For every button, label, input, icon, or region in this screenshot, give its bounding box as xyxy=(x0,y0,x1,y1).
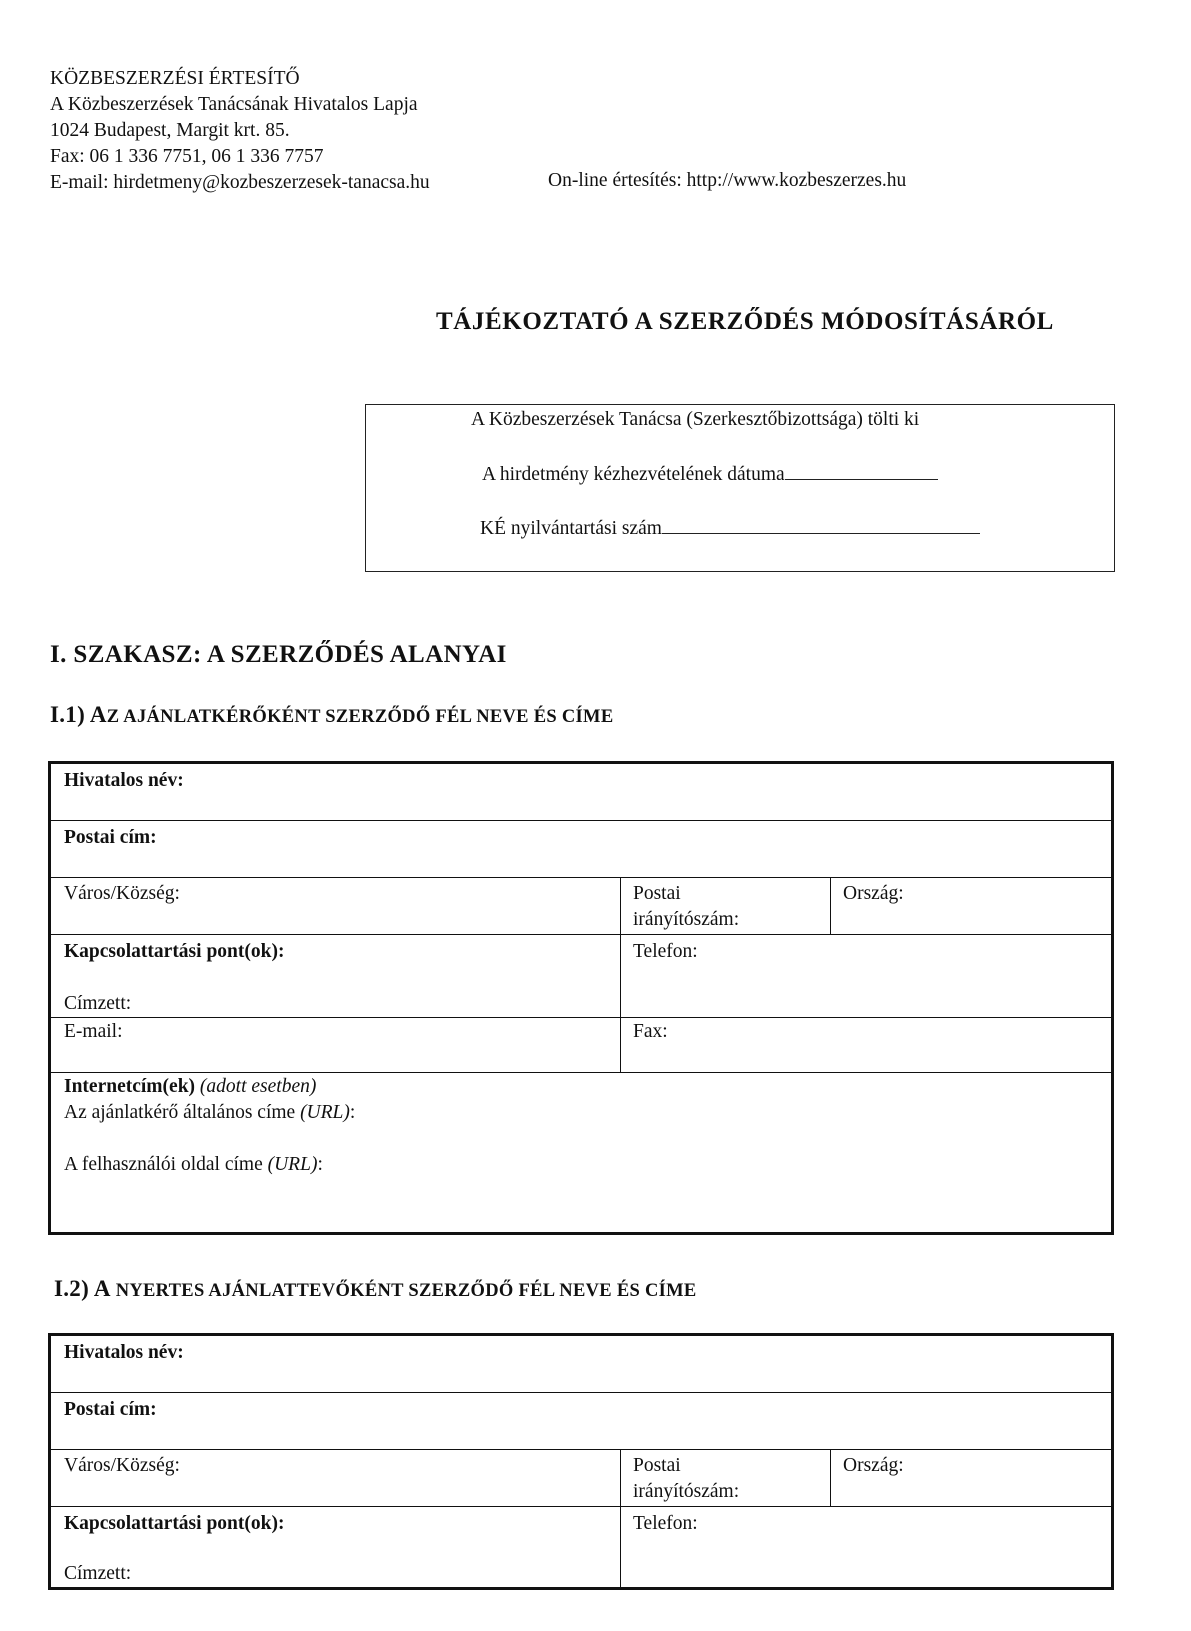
attention-label: Címzett: xyxy=(64,1563,132,1584)
internet-note: (adott esetben) xyxy=(199,1076,317,1097)
buyer-url-colon: : xyxy=(317,1154,323,1175)
postal-code-label-2: irányítószám: xyxy=(633,909,740,930)
fax-label: Fax: xyxy=(633,1021,668,1042)
city-cell[interactable] xyxy=(51,878,620,934)
official-name-row[interactable] xyxy=(51,1336,1111,1393)
city-row xyxy=(51,878,1111,935)
city-label: Város/Község: xyxy=(64,1455,180,1476)
internet-row[interactable] xyxy=(51,1073,1111,1232)
email-label: E-mail: xyxy=(64,1021,123,1042)
postal-code-label-1: Postai xyxy=(633,883,681,904)
country-cell[interactable] xyxy=(830,878,1111,934)
publisher-name: KÖZBESZERZÉSI ÉRTESÍTŐ xyxy=(50,68,300,89)
subsection-1-2-number: I.2) A xyxy=(54,1276,111,1301)
registration-number-label: KÉ nyilvántartási szám xyxy=(480,518,662,539)
received-date-label: A hirdetmény kézhezvételének dátuma xyxy=(482,464,785,485)
publisher-subtitle: A Közbeszerzések Tanácsának Hivatalos Lapja xyxy=(50,94,418,115)
city-label: Város/Község: xyxy=(64,883,180,904)
registration-number-blank[interactable] xyxy=(662,515,980,534)
contact-row xyxy=(51,1507,1111,1587)
buyer-url-line xyxy=(64,1153,323,1177)
general-url-line xyxy=(64,1101,355,1125)
general-url-label: Az ajánlatkérő általános címe xyxy=(64,1102,301,1123)
internet-heading xyxy=(64,1075,316,1099)
winning-tenderer-form xyxy=(48,1333,1114,1590)
received-date-line xyxy=(482,461,938,486)
office-use-heading: A Közbeszerzések Tanácsa (Szerkesztőbizottsága) tölti ki xyxy=(471,409,920,430)
contact-label: Kapcsolattartási pont(ok): xyxy=(64,941,285,962)
office-use-box xyxy=(365,404,1115,572)
phone-label: Telefon: xyxy=(633,941,698,962)
subsection-1-1-title xyxy=(50,702,613,728)
document-title: TÁJÉKOZTATÓ A SZERZŐDÉS MÓDOSÍTÁSÁRÓL xyxy=(436,308,1054,335)
country-label: Ország: xyxy=(843,1455,904,1476)
country-cell[interactable] xyxy=(830,1450,1111,1506)
contact-cell[interactable] xyxy=(51,1507,620,1587)
country-label: Ország: xyxy=(843,883,904,904)
city-cell[interactable] xyxy=(51,1450,620,1506)
postal-code-cell[interactable] xyxy=(620,878,830,934)
attention-label: Címzett: xyxy=(64,993,132,1014)
publisher-email: E-mail: hirdetmeny@kozbeszerzesek-tanacsa.hu xyxy=(50,172,430,193)
email-row xyxy=(51,1018,1111,1073)
postal-address-row[interactable] xyxy=(51,821,1111,878)
subsection-1-2-title xyxy=(54,1276,697,1302)
subsection-1-1-text: Z AJÁNLATKÉRŐKÉNT SZERZŐDŐ FÉL NEVE ÉS CÍME xyxy=(106,707,614,727)
publisher-address: 1024 Budapest, Margit krt. 85. xyxy=(50,120,290,141)
subsection-1-2-text: NYERTES AJÁNLATTEVŐKÉNT SZERZŐDŐ FÉL NEVE ÉS CÍME xyxy=(110,1281,697,1301)
postal-address-row[interactable] xyxy=(51,1393,1111,1450)
section-1-title: I. SZAKASZ: A SZERZŐDÉS ALANYAI xyxy=(50,641,507,668)
online-notice: On-line értesítés: http://www.kozbeszerzes.hu xyxy=(548,170,907,191)
postal-address-label: Postai cím: xyxy=(64,1399,157,1420)
contracting-authority-form xyxy=(48,761,1114,1235)
internet-label: Internetcím(ek) xyxy=(64,1076,196,1097)
publisher-header xyxy=(50,66,430,196)
postal-address-label: Postai cím: xyxy=(64,827,157,848)
official-name-label: Hivatalos név: xyxy=(64,1342,184,1363)
postal-code-cell[interactable] xyxy=(620,1450,830,1506)
official-name-label: Hivatalos név: xyxy=(64,770,184,791)
postal-code-label-2: irányítószám: xyxy=(633,1481,740,1502)
contact-cell[interactable] xyxy=(51,935,620,1017)
postal-code-label-1: Postai xyxy=(633,1455,681,1476)
email-cell[interactable] xyxy=(51,1018,620,1072)
fax-cell[interactable] xyxy=(620,1018,1111,1072)
general-url-colon: : xyxy=(349,1102,356,1123)
phone-cell[interactable] xyxy=(620,1507,1111,1587)
phone-label: Telefon: xyxy=(633,1513,698,1534)
buyer-url-url: (URL) xyxy=(267,1154,318,1175)
official-name-row[interactable] xyxy=(51,764,1111,821)
received-date-blank[interactable] xyxy=(785,461,938,480)
publisher-fax: Fax: 06 1 336 7751, 06 1 336 7757 xyxy=(50,146,324,167)
subsection-1-1-number: I.1) A xyxy=(50,702,107,727)
city-row xyxy=(51,1450,1111,1507)
buyer-url-label: A felhasználói oldal címe xyxy=(64,1154,268,1175)
contact-label: Kapcsolattartási pont(ok): xyxy=(64,1513,285,1534)
registration-number-line xyxy=(480,515,980,540)
phone-cell[interactable] xyxy=(620,935,1111,1017)
contact-row xyxy=(51,935,1111,1018)
general-url-url: (URL) xyxy=(300,1102,350,1123)
